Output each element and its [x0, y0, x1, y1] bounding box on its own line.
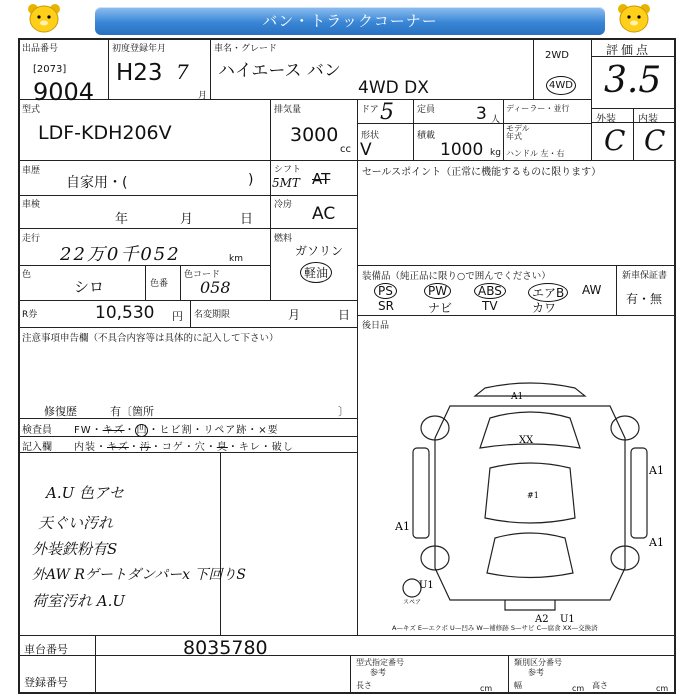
- recycle-unit: 円: [172, 310, 183, 323]
- equip-airbag: エアB: [528, 283, 568, 302]
- mascot-bear-icon: [614, 2, 654, 36]
- approval-sub: 参考: [370, 668, 386, 677]
- post-seat-label: 後日品: [362, 321, 390, 331]
- handwritten-note-2: 天ぐい汚れ: [38, 514, 114, 532]
- history-close: ): [248, 172, 254, 188]
- mark-xx: XX: [519, 435, 534, 446]
- meigi-month: 月: [288, 308, 301, 322]
- shift-label: シフト: [274, 165, 302, 175]
- inspection-year: 年: [115, 212, 129, 227]
- month-unit: 月: [198, 91, 208, 101]
- equip-tv: TV: [482, 299, 498, 313]
- mark-a1-top: A1: [511, 392, 524, 402]
- color-label: 色: [22, 270, 32, 280]
- handwritten-note-1: A.U 色アセ: [46, 484, 124, 502]
- meigi-day: 日: [338, 308, 351, 322]
- notes-label: 注意事項申告欄（不具合内容等は具体的に記入して下さい）: [22, 333, 279, 344]
- handwritten-note-4: 外AW Rゲートダンパーx 下回りS: [32, 567, 247, 583]
- category-sub: 参考: [528, 668, 544, 677]
- mark-a1-left: A1: [395, 520, 410, 533]
- first-reg-year: H23: [116, 60, 163, 86]
- load-unit: kg: [490, 148, 501, 158]
- handwritten-note-5: 荷室汚れ A.U: [32, 592, 126, 610]
- model-label: 車名・グレード: [214, 44, 278, 54]
- equip-abs: ABS: [474, 283, 506, 299]
- lot-sub: [2073]: [33, 64, 67, 75]
- mileage-value: 22万0千052: [60, 244, 181, 265]
- color-value: シロ: [74, 278, 105, 296]
- mileage-unit: km: [229, 254, 243, 264]
- model-name: ハイエース バン: [218, 61, 341, 81]
- repair-label: 修復歴: [44, 405, 77, 418]
- height-label: 高さ: [592, 681, 608, 690]
- approval-label: 型式指定番号: [356, 658, 404, 667]
- capacity-unit: 人: [491, 115, 501, 125]
- registration-label: 登録番号: [24, 676, 68, 689]
- length-unit: cm: [480, 684, 493, 693]
- interior-grade: C: [644, 124, 666, 157]
- type-value: LDF-KDH206V: [38, 122, 172, 144]
- inspection-month: 月: [180, 212, 194, 227]
- displacement-value: 3000: [290, 124, 339, 146]
- capacity-label: 定員: [417, 105, 436, 115]
- drive-value: 4WD: [546, 76, 576, 95]
- color-code-label: 色コード: [184, 270, 221, 280]
- shape-label: 形状: [361, 131, 380, 141]
- height-unit: cm: [656, 684, 669, 693]
- damage-legend: A—キズ E—エクボ U—凹み W—補修跡 S—サビ C—腐食 XX—交換済: [392, 624, 598, 632]
- model-year-label: モデル年式: [506, 124, 530, 141]
- drive-label: 2WD: [545, 50, 569, 61]
- model-grade: 4WD DX: [358, 78, 429, 98]
- ac-value: AC: [312, 204, 336, 224]
- load-label: 積載: [417, 131, 436, 141]
- first-reg-month: 7: [176, 60, 189, 84]
- warranty-label: 新車保証書: [622, 271, 668, 281]
- vehicle-damage-diagram: [395, 378, 665, 623]
- displacement-unit: cc: [340, 144, 351, 155]
- recycle-label: R券: [22, 310, 38, 320]
- recycle-value: 10,530: [95, 303, 155, 323]
- mascot-bear-icon: [24, 2, 64, 36]
- score-value: 3.5: [604, 60, 662, 101]
- spare-label: スペア: [403, 599, 422, 606]
- warranty-value: 有・無: [626, 292, 663, 306]
- inspector-row-2: 内装・キズ・汚・コゲ・穴・臭・キレ・破し: [74, 442, 294, 453]
- equip-aw: AW: [582, 283, 602, 297]
- inspection-day: 日: [240, 212, 254, 227]
- exterior-label: 外装: [596, 114, 616, 125]
- length-label: 長さ: [356, 681, 372, 690]
- category-label: 類別区分番号: [514, 658, 562, 667]
- equip-leather: カワ: [532, 301, 557, 315]
- load-value: 1000: [440, 140, 484, 160]
- repair-close: 〕: [338, 405, 349, 418]
- equip-navi: ナビ: [428, 301, 453, 315]
- displacement-label: 排気量: [274, 105, 302, 115]
- type-label: 型式: [22, 105, 41, 115]
- ac-label: 冷房: [274, 200, 293, 210]
- page-title: バン・トラックコーナー: [95, 7, 605, 35]
- doors-label: ドア: [361, 105, 379, 115]
- fuel-gasoline: ガソリン: [295, 244, 344, 258]
- inspector-row-1: FW・キズ・凹・ヒビ割・リペア跡・×要: [74, 425, 279, 436]
- capacity-value: 3: [476, 104, 487, 124]
- mileage-label: 走行: [22, 234, 41, 244]
- inspector-label-2: 記入欄: [22, 442, 52, 453]
- dealer-label: ディーラー・並行: [506, 104, 570, 113]
- equip-pw: PW: [424, 283, 451, 299]
- inspector-label-1: 検査員: [22, 425, 52, 436]
- history-value: 自家用・(: [66, 175, 128, 191]
- history-label: 車歴: [22, 166, 41, 176]
- doors-value: 5: [380, 100, 394, 125]
- color-no-label: 色番: [150, 279, 169, 289]
- repair-value: 有〔箇所: [110, 405, 154, 418]
- lot-label: 出品番号: [22, 44, 59, 54]
- meigi-label: 名変期限: [194, 310, 231, 320]
- shift-value: 5MT: [272, 176, 300, 190]
- fuel-label: 燃料: [274, 234, 293, 244]
- exterior-grade: C: [604, 124, 626, 157]
- chassis-label: 車台番号: [24, 643, 68, 656]
- shape-value: V: [360, 140, 372, 160]
- sales-point-label: セールスポイント（正常に機能するものに限ります）: [362, 167, 602, 178]
- mark-u1-rear: U1: [560, 614, 575, 623]
- equipment-label: 装備品（純正品に限り○で囲んでください）: [362, 271, 551, 282]
- shift-struck: AT: [312, 170, 331, 188]
- lot-number: 9004: [33, 78, 95, 106]
- handwritten-note-3: 外装鉄粉有S: [32, 540, 118, 558]
- width-unit: cm: [572, 684, 585, 693]
- mark-u1-left: U1: [419, 580, 434, 591]
- handle-label: ハンドル 左・右: [506, 149, 565, 158]
- width-label: 幅: [514, 681, 522, 690]
- chassis-number: 8035780: [183, 637, 268, 659]
- mark-a1-right-front: A1: [649, 464, 664, 477]
- mark-num: #1: [527, 491, 539, 500]
- score-label: 評価点: [606, 43, 652, 57]
- color-code: 058: [200, 278, 231, 297]
- mark-a2: A2: [535, 614, 549, 623]
- first-reg-label: 初度登録年月: [112, 44, 167, 54]
- fuel-diesel: 軽油: [300, 262, 332, 283]
- inspection-label: 車検: [22, 200, 41, 210]
- interior-label: 内装: [638, 114, 658, 125]
- equip-sr: SR: [378, 299, 394, 313]
- equip-ps: PS: [374, 283, 397, 299]
- mark-a1-right-rear: A1: [649, 536, 664, 549]
